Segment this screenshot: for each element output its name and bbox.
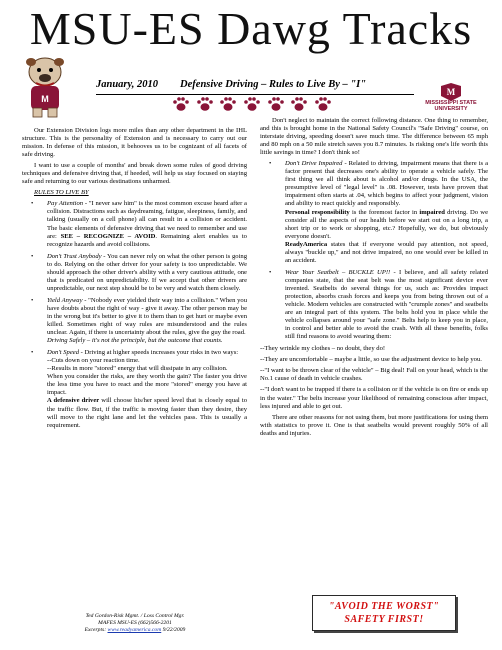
intro-paragraph-2: I want to use a couple of months' and break down some rules of good driving techniques and defensive driving that, if heeded, will help us stay focused on staying safe and returning to our various destinations unharmed. [22, 162, 247, 186]
rule-paragraph: will choose his/her speed level that is closely equal to the traffic flow. But, if the traffic is moving faster than they desire, they will move to the right lane and let the vehicles pass. This is usually a requirement. [47, 397, 247, 429]
issue-subtitle [96, 79, 426, 90]
issue-date: January, 2010 [96, 79, 159, 90]
rule-text: "Nobody ever yielded their way into a collision." When you have doubts about the right of way - give it away. The other person may be in the wrong but it's better to give it to them than to get hurt or maybe even killed. Sometimes right of way rules are misunderstood and the rules unclear. Again, if there is uncertainty about the rules, give the guy the road. [47, 296, 248, 337]
paw-print-icon [219, 96, 237, 112]
bulldog-mascot-icon [14, 50, 76, 120]
callout-line-2: SAFETY FIRST! [344, 614, 424, 625]
rule-lead: Wear Your Seatbelt – BUCKLE UP!! [285, 268, 391, 276]
logo-mark-icon [418, 82, 484, 102]
source-link[interactable]: www.readyamerica.com [107, 627, 162, 633]
bullet-icon: • [31, 200, 34, 208]
logo-text: MISSISSIPPI STATE UNIVERSITY [425, 100, 477, 112]
following-distance-paragraph: Don't neglect to maintain the correct following distance. One thing to remember, and this is brought home in the National Safety Council's "Safe Driving" course, on interstate driving, speeding doesn't save much time. The difference between 65 mph and 80 mph on a 50 mile stretch saves you 8.7 minutes. Is risking one's life worth this little savings in time? I don't think so! [260, 117, 488, 157]
safety-callout-box [312, 595, 456, 631]
rule-text: - I believe, and all safety related companies state, that the seat belt was the most significant device ever invented. Seatbelts do several things for us, such as: Provides impact protection, absorbs crash forces and keeps you from being thrown out of a vehicle. Modern vehicles are constructed with "crumple zones" and seatbelts are an integral part of this system. The belts hold you in place while the vehicle collapses around your "safe zone." Belts help to keep you in place, in control and better able to avoid the crash. With all these benefits, folks still find reasons to avoid wearing them: [285, 268, 488, 341]
issue-topic: Defensive Driving – Rules to Live By – "I" [180, 79, 367, 90]
author-line: Ted Gordon-Risk Mgmt. / Loss Control Mgr. [85, 613, 185, 619]
excerpts-prefix: Excerpts: [84, 627, 108, 633]
bullet-icon: • [269, 268, 272, 276]
rule-subpoint: --Results in more "stored" energy that will dissipate in any collision. [47, 365, 228, 373]
rule-emphasis: impaired [417, 208, 445, 216]
rule-emphasis: Personal responsibility [285, 208, 350, 216]
paw-print-row [172, 96, 332, 112]
bullet-icon: • [31, 349, 34, 357]
bullet-icon: • [269, 160, 272, 168]
seatbelt-reason: --They wrinkle my clothes – no doubt, they do! [260, 345, 386, 353]
closing-paragraph: There are other reasons for not using them, but more justifications for using them with statistics to prove it. One is that seatbelts would prevent roughly 50% of all deaths and injuries. [260, 413, 488, 437]
rule-pay-attention [22, 200, 247, 248]
rule-text: driving. Do we consider all the aspects of our health before we start out on a long trip, a short trip or to work or shopping, etc.? Hopefully, we do, but obviously everyone doesn't. [285, 208, 488, 240]
rule-emphasis: SEE – RECOGNIZE – AVOID [56, 232, 156, 240]
paw-print-icon [314, 96, 332, 112]
rule-subpoint: --Cuts down on your reaction time. [47, 357, 140, 365]
bullet-icon: • [31, 252, 34, 260]
callout-line-1: "AVOID THE WORST" [328, 601, 440, 612]
left-column [22, 127, 247, 434]
mississippi-state-logo [418, 82, 484, 120]
paw-print-icon [290, 96, 308, 112]
svg-text:M: M [446, 87, 456, 97]
rule-text: You can never rely on what the other person is going to do. Relying on the other driver for your safety is too unpredictable. We should approach the other driver's ability with a very cautious attitude, one that is predicated on unpredictability. If we accept that other drivers are unpredictable, our next step should be to be very and watch them closely. [47, 252, 247, 292]
svg-text:M: M [41, 94, 49, 104]
subtitle-rule [96, 94, 414, 95]
intro-paragraph-1: Our Extension Division logs more miles than any other department in the IHL structure. This is the personality of Extension and is necessary to carry out our mission. In defense of this mission, it behooves us to be cognizant of all facets of safe driving. [22, 127, 247, 159]
rule-text-tail: . Remaining alert enables us to recognize hazards and avoid collisions. [47, 232, 247, 248]
author-credits [0, 613, 270, 634]
seatbelt-reason: --"I want to be thrown clear of the vehicle" – Big deal! Fall on your head, which is the No.1 cause of death in vehicle crashes. [260, 367, 488, 383]
rule-lead: Don't Speed - [47, 349, 83, 357]
rule-emphasis: ReadyAmerica [285, 240, 328, 248]
rule-text: Related to driving, impairment means that there is a factor present that decreases one's ability to operate a vehicle safely. The first thing we all think about is alcohol and/or drugs. In the USA, the presumptive level of "legal level" is .08. However, tests have proven that impairment often starts at .04, which begins to affect your judgment, vision and ability to react quickly and responsibly. [285, 160, 488, 208]
excerpts-date: 9/22/2009 [161, 627, 186, 633]
rule-text: is the foremost factor in [349, 208, 418, 216]
rule-dont-trust-anybody [22, 253, 247, 293]
rule-yield-anyway [22, 297, 247, 345]
rule-dont-drive-impaired [260, 160, 488, 265]
rule-dont-speed [22, 349, 247, 429]
seatbelt-reason: --"I don't want to be trapped if there is a collision or if the vehicle is on fire or ends up in the water." The belts increase your likelihood of remaining conscious after impact, less injured and able to get out. [260, 386, 488, 410]
rule-lead: Yield Anyway - [47, 296, 87, 304]
paw-print-icon [196, 96, 214, 112]
rule-lead: Don't Trust Anybody - [47, 252, 106, 260]
paw-print-icon [243, 96, 261, 112]
rule-text: states that if everyone would pay attention, not speed, always "buckle up," and not drive impaired, no one would ever be killed in an accident. [285, 240, 488, 264]
rule-text: Driving at higher speeds increases your risks in two ways: [82, 349, 239, 357]
seatbelt-reason: --They are uncomfortable – maybe a little, so use the adjustment device to help you. [260, 356, 482, 364]
paw-print-icon [172, 96, 190, 112]
rules-heading: RULES TO LIVE BY [34, 189, 89, 197]
rule-paragraph: When you consider the risks, are they worth the gain? The faster you drive the less time you have to react and the more "stored" energy you have at impact. [47, 373, 247, 397]
right-column [260, 117, 488, 441]
rule-wear-seatbelt [260, 269, 488, 341]
paw-print-icon [267, 96, 285, 112]
bullet-icon: • [31, 296, 34, 304]
excerpts-line [0, 627, 270, 634]
rule-lead: Don't Drive Impaired - [285, 160, 347, 168]
rule-text: "I never saw him" is the most common excuse heard after a collision. Distractions such as daydreaming, fatigue, sleepiness, family, and talking (usually on a cell phone) all can result in a collision or accident. The basic elements of defensive driving that we need to remember and use are: [47, 200, 247, 240]
rule-lead: Pay Attention - [47, 200, 88, 208]
rule-emphasis: A defensive driver [47, 397, 100, 405]
author-org-line: MAFES MSU-ES (662)566-2201 [98, 620, 172, 626]
newsletter-title: MSU-ES Dawg Tracks [29, 3, 473, 54]
rule-tagline: Driving Safely – it's not the principle, but the outcome that counts. [47, 337, 223, 345]
